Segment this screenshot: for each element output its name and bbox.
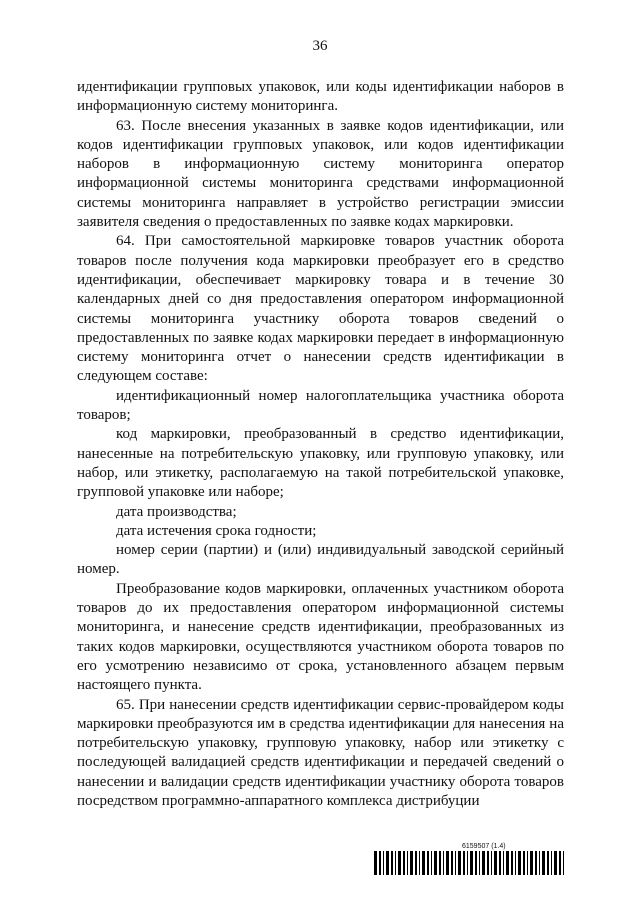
barcode-bar [443, 851, 444, 875]
document-code: 6159507 (1.4) [462, 843, 506, 850]
barcode-bar [559, 851, 561, 875]
barcode-bar [554, 851, 557, 875]
barcode-bar [542, 851, 545, 875]
paragraph: 64. При самостоятельной маркировке товаров участник оборота товаров после получения кода маркировки преобразует его в средство идентификации, обеспечивает маркировку товара и в течение 30 календарных дней со дня предоставления оператором информационной системы мониторинга участнику оборота товаров сведений о предоставленных по заявке кодах маркировки передает в информационную систему мониторинга отчет о нанесении средств идентификации в следующем составе: [77, 233, 564, 385]
barcode-bar [446, 851, 449, 875]
barcode-bar [419, 851, 420, 875]
barcode [374, 851, 565, 875]
paragraph: идентификационный номер налогоплательщика участника оборота товаров; [77, 387, 564, 424]
barcode-bar [482, 851, 485, 875]
barcode-bar [391, 851, 393, 875]
barcode-bar [386, 851, 389, 875]
document-body [77, 78, 564, 811]
barcode-bar [535, 851, 537, 875]
barcode-bar [515, 851, 516, 875]
barcode-bar [431, 851, 432, 875]
paragraph: дата производства; [116, 503, 237, 520]
barcode-bar [451, 851, 453, 875]
page-number: 36 [312, 38, 328, 54]
barcode-bar [383, 851, 384, 875]
barcode-bar [539, 851, 540, 875]
barcode-bar [455, 851, 456, 875]
barcode-bar [467, 851, 468, 875]
barcode-bar [427, 851, 429, 875]
barcode-bar [563, 851, 564, 875]
barcode-bar [379, 851, 381, 875]
barcode-bar [499, 851, 501, 875]
barcode-bar [523, 851, 525, 875]
barcode-bar [547, 851, 549, 875]
barcode-bar [479, 851, 480, 875]
barcode-bar [491, 851, 492, 875]
barcode-bar [494, 851, 497, 875]
barcode-bar [415, 851, 417, 875]
paragraph: 65. При нанесении средств идентификации сервис-провайдером коды маркировки преобразуются им в средства идентификации для нанесения на потребительскую упаковку, групповую упаковку, набор или этикетку с последующей валидацией средств идентификации и передачей сведений о нанесении и валидации средств идентификации участнику оборота товаров посредством программно-аппаратного комплекса дистрибуции [77, 696, 564, 809]
barcode-bar [551, 851, 552, 875]
barcode-bar [475, 851, 477, 875]
barcode-bar [503, 851, 504, 875]
barcode-bar [470, 851, 473, 875]
barcode-bar [403, 851, 405, 875]
barcode-bar [410, 851, 413, 875]
barcode-bar [434, 851, 437, 875]
barcode-bar [530, 851, 533, 875]
barcode-bar [506, 851, 509, 875]
barcode-bar [398, 851, 401, 875]
barcode-bar [463, 851, 465, 875]
barcode-bar [511, 851, 513, 875]
barcode-bar [487, 851, 489, 875]
paragraph: код маркировки, преобразованный в средство идентификации, нанесенные на потребительскую упаковку, или групповую упаковку, или набор, или этикетку, располагаемую на такой потребительской упаковке, групповой упаковке или наборе; [77, 426, 564, 501]
barcode-bar [422, 851, 425, 875]
barcode-bar [518, 851, 521, 875]
barcode-bar [458, 851, 461, 875]
paragraph: дата истечения срока годности; [116, 522, 317, 539]
barcode-bar [527, 851, 528, 875]
barcode-bar [407, 851, 408, 875]
barcode-bar [439, 851, 441, 875]
paragraph: 63. После внесения указанных в заявке кодов идентификации, или кодов идентификации групповых упаковок, или кодов идентификации наборов в информационную систему мониторинга оператор информационной системы мониторинга средствами информационной системы мониторинга направляет в устройство регистрации эмиссии заявителя сведения о предоставленных по заявке кодах маркировки. [77, 117, 564, 231]
paragraph: Преобразование кодов маркировки, оплаченных участником оборота товаров до их предоставления оператором информационной системы мониторинга, и нанесение средств идентификации, преобразованных из таких кодов маркировки, осуществляются участником оборота товаров по его усмотрению независимо от срока, установленного абзацем первым настоящего пункта. [77, 580, 564, 694]
barcode-bar [374, 851, 377, 875]
paragraph: номер серии (партии) и (или) индивидуальный заводской серийный номер. [77, 542, 564, 578]
paragraph: идентификации групповых упаковок, или коды идентификации наборов в информационную систему мониторинга. [77, 79, 564, 115]
barcode-bar [395, 851, 396, 875]
